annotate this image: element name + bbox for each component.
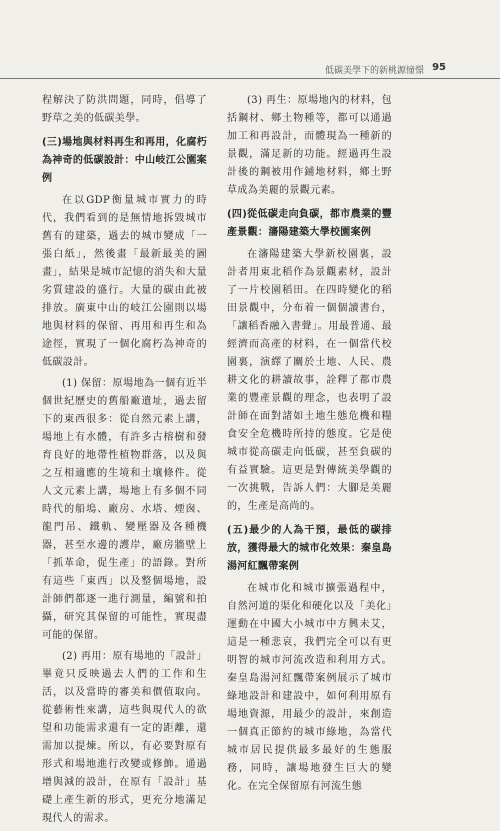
paragraph-reuse: (2) 再用：原有場地的「設計」畢竟只反映過去人們的工作和生活，以及當時的審美和價值取向。從藝術性來講，這些與現代人的欲望和功能需求還有一定的距離，還需加以提煉。所以，有必要對原有形式和場地進行改變或修飾。通過增與減的設計，在原有「設計」基礎上產生新的形式，更充分地滿足現代人的需求。 xyxy=(42,651,207,824)
paragraph-preserve: (1) 保留：原場地為一個有近半個世紀歷史的舊船廠遺址，過去留下的東西很多：從自然元素上講，場地上有水體，有許多古榕樹和發育良好的地帶性植物群落，以及與之互相適應的生境和土壤條件。從人文元素上講，場地上有多個不同時代的船塢、廠房、水塔、煙囪、龍門吊、鐵軌、變壓器及各種機器，甚至水邊的護岸，廠房牆壁上「抓革命，促生產」的語錄。對所有這些「東西」以及整個場地，設計師們都逐一進行測量，編號和拍攝，研究其保留的可能性，實現盡可能的保留。 xyxy=(42,378,207,641)
intro-paragraph: 程解決了防洪問題，同時，倡導了野草之美的低碳美學。 xyxy=(42,95,207,124)
paragraph-gdp: 在以GDP衡量城市實力的時代，我們看到的是無情地拆毀城市舊有的建築，過去的城市變成「一張白紙」，然後畫「最新最美的圖畫」，結果是城市記憶的消失和大量劣質建設的盛行。大量的碳由此被排放。廣東中山的岐江公園則以場地與材料的保留、再用和再生和為途徑，實現了一個化腐朽為神奇的低碳設計。 xyxy=(42,195,207,368)
section-heading-4: (四)從低碳走向負碳，都市農業的豐產景觀：瀋陽建築大學校園案例 xyxy=(227,209,392,238)
page-number: 95 xyxy=(432,62,446,73)
left-column xyxy=(42,92,207,831)
paragraph-qinhuangdao: 在城市化和城市擴張過程中，自然河道的渠化和硬化以及「美化」運動在中國大小城市中方興未艾，這是一種悲哀，我們完全可以有更明智的城市河流改造和利用方式。秦皇島湯河紅飄帶案例展示了城市綠地設計和建設中，如何利用原有場地資源，用最少的設計，來創造一個真正節約的城市綠地，為當代城市居民提供最多最好的生態服務，同時，讓場地發生巨大的變化。在完全保留原有河流生態 xyxy=(227,583,392,792)
section-heading-3: (三)場地與材料再生和再用，化腐朽為神奇的低碳設計：中山岐江公園案例 xyxy=(42,137,207,184)
section-heading-5: (五)最少的人為干預，最低的碳排放，獲得最大的城市化效果：秦皇島湯河紅飄帶案例 xyxy=(227,525,392,572)
running-header xyxy=(0,62,500,79)
right-column xyxy=(227,92,392,799)
header-title: 低碳美學下的新桃源憧憬 xyxy=(324,66,424,76)
paragraph-regenerate: (3) 再生：原場地內的材料，包括鋼材、鄉土物種等，都可以通過加工和再設計，而體現為一種新的景觀，滿足新的功能。經過再生設計後的鋼被用作鋪地材料，鄉土野草成為美麗的景觀元素。 xyxy=(227,95,392,196)
paragraph-shenyang: 在瀋陽建築大學新校園裏，設計者用東北稻作為景觀素材，設計了一片校園稻田。在四時變化的稻田景觀中，分布着一個個讀書台，「讓稻香融入書聲」。用最普通、最經濟而高產的材料，在一個當代校園裏，演繹了關於土地、人民、農耕文化的耕讀故事，詮釋了都市農業的豐產景觀的理念，也表明了設計師在面對諸如土地生態危機和糧食安全危機時所持的態度。它是使城市從高碳走向低碳，甚至負碳的有益實驗。這更是對傳統美學觀的一次挑戰，告訴人們：大腳是美麗的，生產是高尚的。 xyxy=(227,249,392,512)
